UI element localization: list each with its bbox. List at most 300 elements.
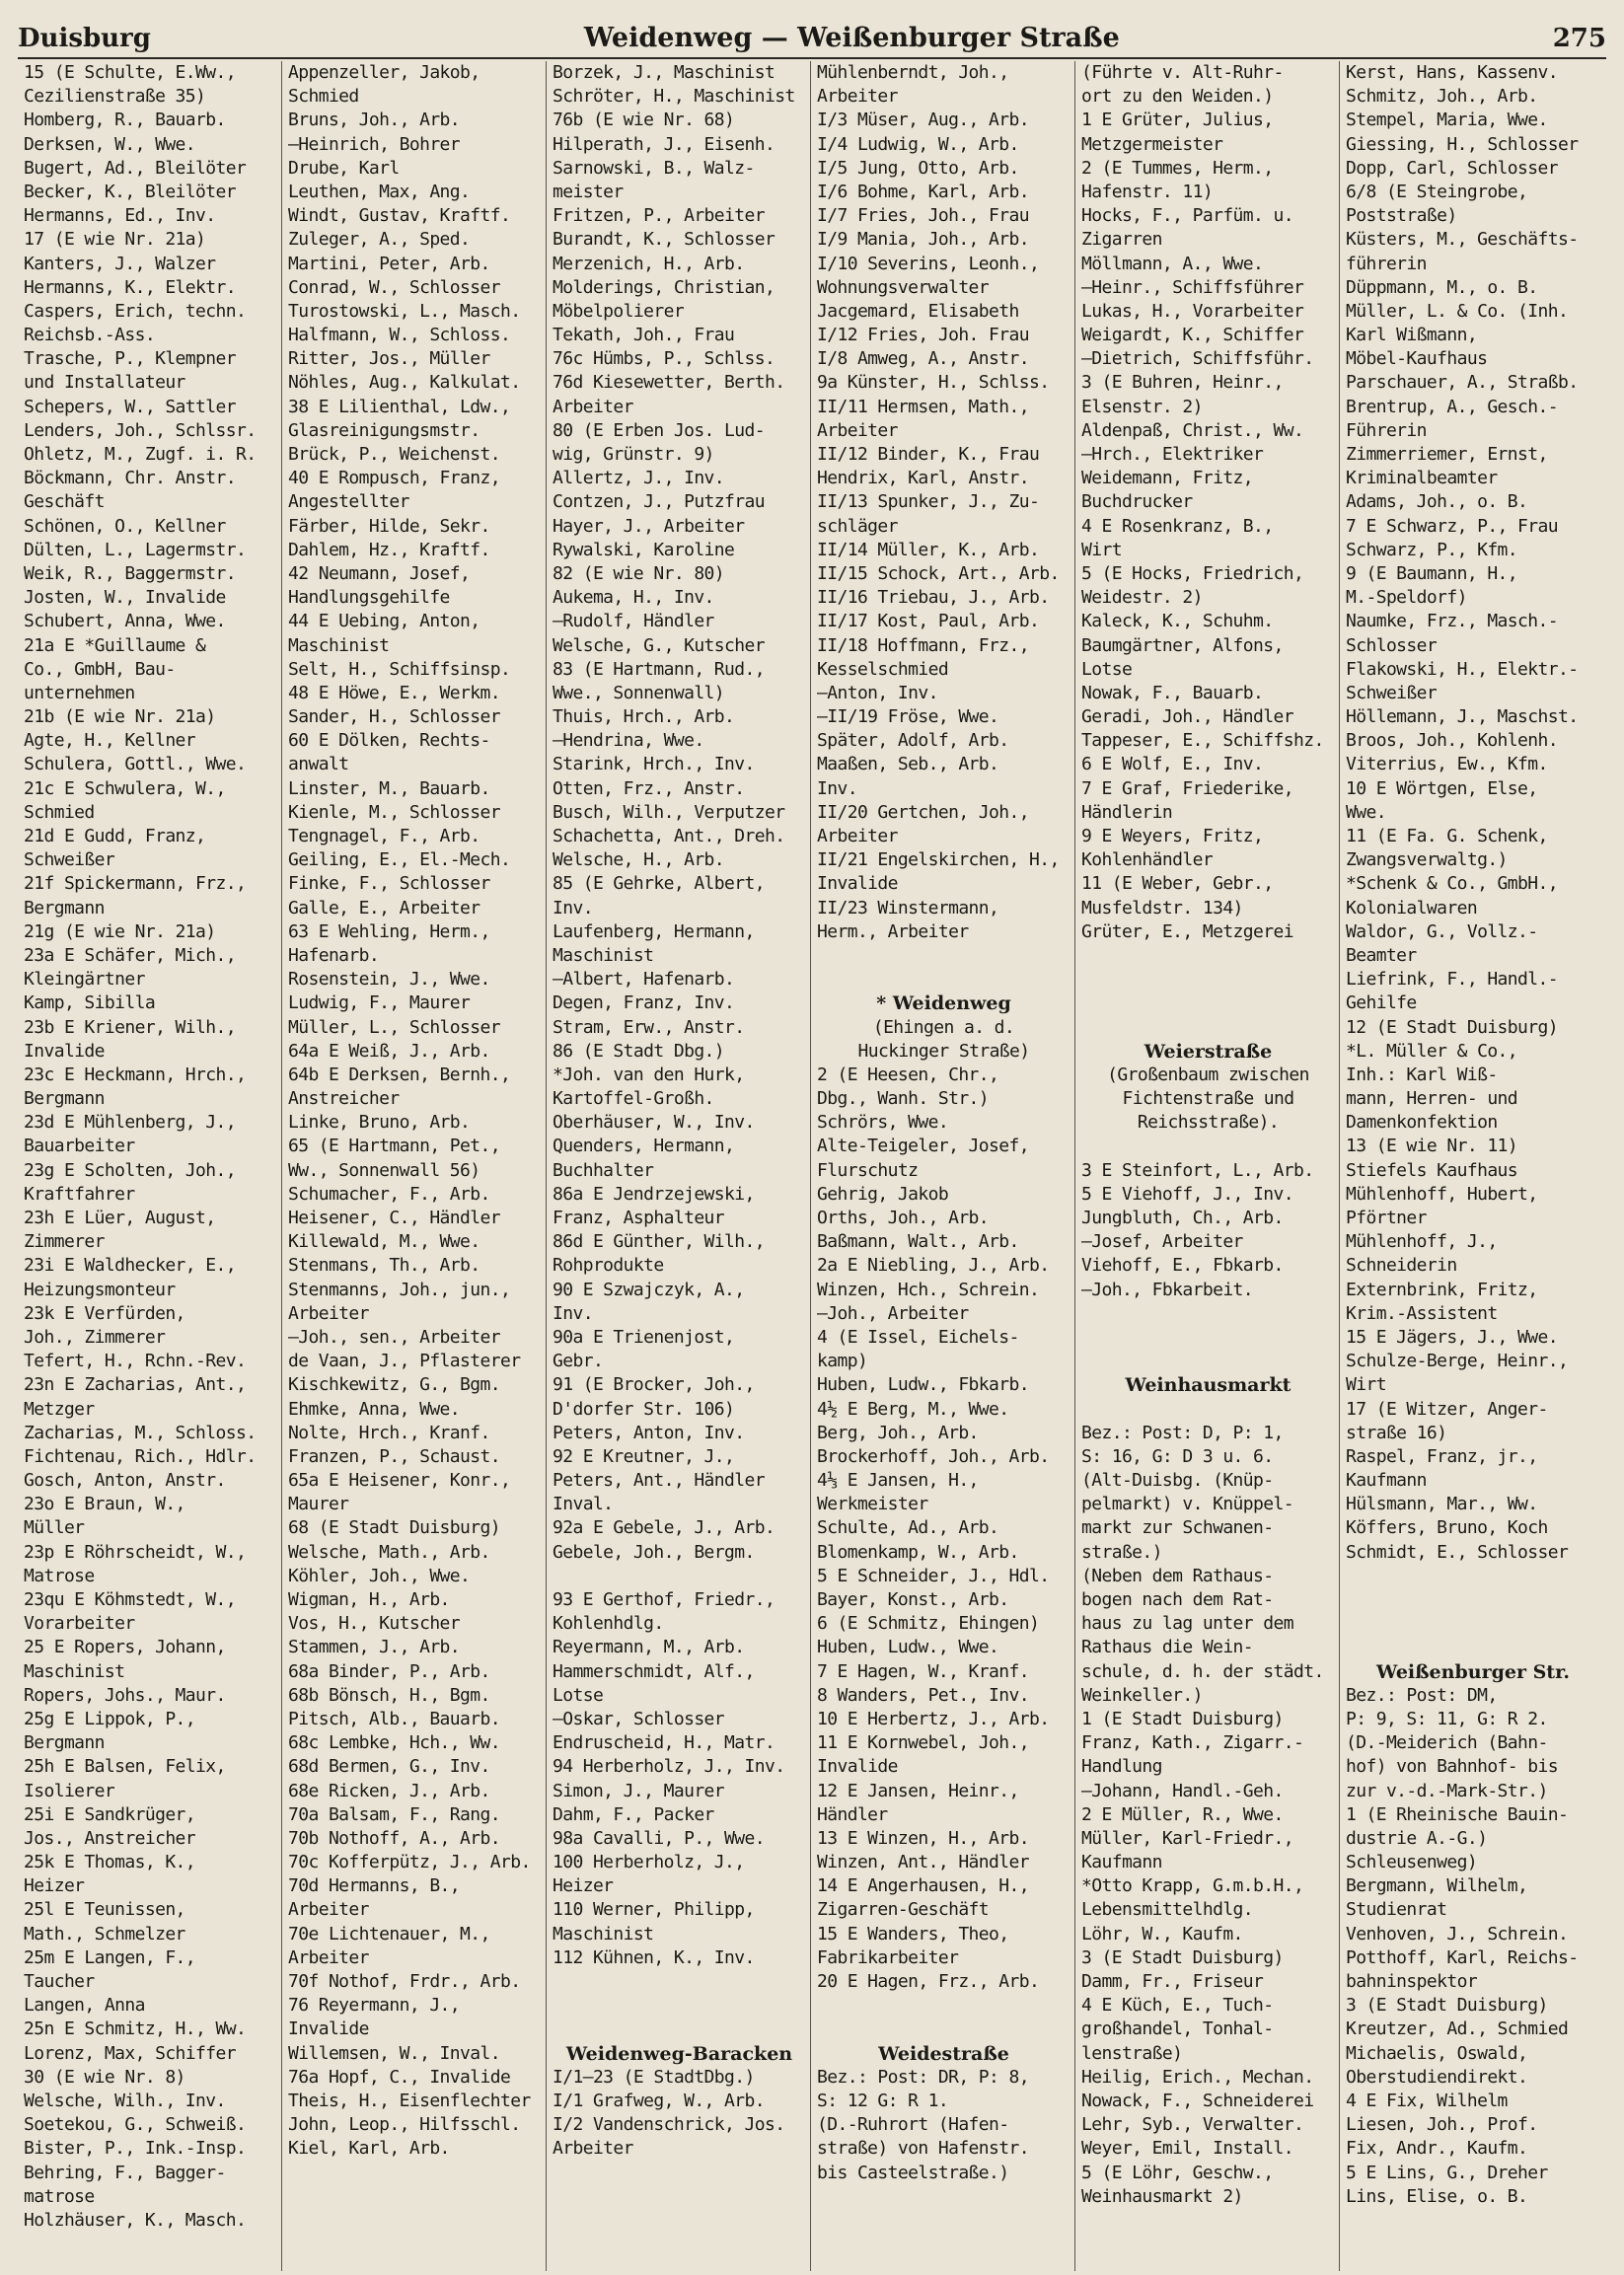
directory-entry-line: Kriminalbeamter (1346, 468, 1498, 489)
directory-entry-line: Gehilfe (1346, 992, 1417, 1014)
directory-entry-line: pelmarkt) v. Knüppel- (1081, 1494, 1293, 1515)
directory-entry-line: 6 (E Schmitz, Ehingen) (817, 1613, 1040, 1635)
directory-entry-line: Bez.: Post: DR, P: 8, (817, 2066, 1029, 2088)
directory-entry-line: I/8 Amweg, A., Anstr. (817, 348, 1029, 370)
directory-entry-line: Rathaus die Wein- (1081, 1637, 1254, 1658)
directory-entry-line: Heizer (24, 1875, 85, 1897)
directory-entry-line: 7 E Schwarz, P., Frau (1346, 515, 1558, 537)
directory-entry-line (553, 1994, 806, 2018)
directory-entry-line: I/7 Fries, Joh., Frau (817, 205, 1029, 227)
directory-entry-line: *Schenk & Co., GmbH., (1346, 873, 1558, 895)
directory-entry-line: Invalide (817, 1756, 898, 1778)
directory-entry-line: unternehmen (24, 682, 135, 703)
directory-entry-line: Hafenarb. (288, 944, 380, 966)
directory-entry-line: Peters, Ant., Händler (553, 1470, 765, 1492)
directory-entry-line: Appenzeller, Jakob, (288, 62, 480, 83)
directory-entry-line: Degen, Franz, Inv. (553, 992, 735, 1014)
directory-entry-line: Lehr, Syb., Verwalter. (1081, 2114, 1304, 2136)
street-heading: Weierstraße (1144, 1040, 1273, 1063)
directory-entry-line: Fritzen, P., Arbeiter (553, 205, 765, 227)
directory-entry-line: Arbeiter (288, 1946, 369, 1968)
directory-entry-line: Math., Schmelzer (24, 1923, 185, 1945)
directory-entry-line: 76 Reyermann, J., (288, 1995, 461, 2017)
directory-entry-line: Nolte, Hrch., Kranf. (288, 1422, 490, 1443)
directory-entry-line: Studienrat (1346, 1899, 1447, 1921)
directory-entry-line: Agte, H., Kellner (24, 730, 196, 752)
directory-entry-line: Stempel, Maria, Wwe. (1346, 110, 1548, 131)
directory-entry-line: 68e Ricken, J., Arb. (288, 1780, 490, 1801)
street-heading: Weidenweg-Baracken (565, 2042, 793, 2065)
directory-entry-line: 92a E Gebele, J., Arb. (553, 1517, 775, 1539)
directory-entry-line: Stenmans, Th., Arb. (288, 1255, 480, 1277)
directory-columns (18, 61, 1606, 2271)
directory-entry-line: Homberg, R., Bauarb. (24, 110, 226, 131)
directory-entry-line: Inval. (553, 1494, 614, 1515)
directory-entry-line: Dülten, L., Lagermstr. (24, 539, 247, 560)
directory-entry-line: Arbeiter (288, 1302, 369, 1324)
directory-entry-line: Führerin (1346, 419, 1427, 441)
directory-entry-line: 64a E Weiß, J., Arb. (288, 1040, 490, 1062)
directory-entry-line: 92 E Kreutner, J., (553, 1445, 735, 1467)
directory-entry-line: Hilperath, J., Eisenh. (553, 133, 775, 155)
directory-entry-line: 4 E Fix, Wilhelm (1346, 2090, 1508, 2111)
directory-entry-line: —Johann, Handl.-Geh. (1081, 1780, 1284, 1801)
directory-entry-line: Düppmann, M., o. B. (1346, 276, 1538, 298)
directory-entry-line: 112 Kühnen, K., Inv. (553, 1946, 755, 1968)
directory-entry-line: 70f Nothof, Frdr., Arb. (288, 1971, 521, 1992)
directory-entry-line: Starink, Hrch., Inv. (553, 754, 755, 775)
directory-entry-line: 94 Herberholz, J., Inv. (553, 1756, 785, 1778)
directory-entry-line: Welsche, Math., Arb. (288, 1541, 490, 1563)
directory-entry-line: Fichtenau, Rich., Hdlr. (24, 1445, 257, 1467)
directory-entry-line: großhandel, Tonhal- (1081, 2018, 1274, 2040)
directory-entry-line: Kaleck, K., Schuhm. (1081, 611, 1274, 632)
directory-entry-line: Hendrix, Karl, Anstr. (817, 468, 1029, 489)
directory-entry-line: Inv. (553, 897, 593, 918)
directory-entry-line: Lenders, Joh., Schlssr. (24, 419, 257, 441)
directory-entry-line: 23c E Heckmann, Hrch., (24, 1064, 247, 1085)
street-heading: Weißenburger Str. (1376, 1660, 1570, 1683)
directory-entry-line: 68 (E Stadt Duisburg) (288, 1517, 500, 1539)
directory-entry-line: 23k E Verfürden, (24, 1302, 185, 1324)
directory-entry-line: Winzen, Ant., Händler (817, 1852, 1029, 1873)
directory-entry-line: 68c Lembke, Hch., Ww. (288, 1732, 500, 1754)
directory-entry-line: I/3 Müser, Aug., Arb. (817, 110, 1029, 131)
directory-entry-line: 76c Hümbs, P., Schlss. (553, 348, 775, 370)
directory-entry-line: 2 (E Tummes, Herm., (1081, 157, 1274, 179)
directory-entry-line: 4 E Küch, E., Tuch- (1081, 1995, 1274, 2017)
directory-entry-line: Giessing, H., Schlosser (1346, 133, 1579, 155)
directory-entry-line: Kreutzer, Ad., Schmied (1346, 2018, 1569, 2040)
directory-entry-line: Weik, R., Baggermstr. (24, 562, 236, 584)
directory-entry-line: Zwangsverwaltg.) (1346, 849, 1508, 871)
directory-entry-line: Winzen, Hch., Schrein. (817, 1279, 1040, 1300)
directory-entry-line: Tengnagel, F., Arb. (288, 826, 480, 846)
directory-entry-line: Mühlenhoff, Hubert, (1346, 1183, 1538, 1205)
directory-entry-line: Bez.: Post: D, P: 1, (1081, 1422, 1284, 1443)
directory-entry-line: Heilig, Erich., Mechan. (1081, 2066, 1314, 2088)
directory-entry-line: 44 E Uebing, Anton, (288, 611, 480, 632)
directory-entry-line: —Oskar, Schlosser (553, 1708, 725, 1729)
directory-entry-line: I/12 Fries, Joh. Frau (817, 325, 1029, 346)
directory-entry-line: Sander, H., Schlosser (288, 706, 500, 728)
directory-entry-line: Inh.: Karl Wiß- (1346, 1064, 1498, 1085)
directory-entry-line: Brentrup, A., Gesch.- (1346, 396, 1558, 417)
directory-entry-line: Jacgemard, Elisabeth (817, 300, 1019, 322)
directory-entry-line: Werkmeister (817, 1494, 928, 1515)
directory-entry-line: meister (553, 181, 624, 202)
directory-entry-line: Ww., Sonnenwall 56) (288, 1159, 480, 1181)
directory-entry-line: Hocks, F., Parfüm. u. (1081, 205, 1293, 227)
directory-entry-line: Inv. (817, 777, 857, 799)
directory-entry-line: Kolonialwaren (1346, 897, 1478, 918)
directory-entry-line: Schweißer (24, 849, 115, 871)
directory-entry-line: 2 E Müller, R., Wwe. (1081, 1803, 1284, 1825)
directory-entry-line: bahninspektor (1346, 1971, 1478, 1992)
directory-entry-line: I/4 Ludwig, W., Arb. (817, 133, 1019, 155)
directory-entry-line: I/5 Jung, Otto, Arb. (817, 157, 1019, 179)
directory-entry-line (1346, 1565, 1600, 1588)
directory-entry-line: Theis, H., Eisenflechter (288, 2090, 531, 2111)
directory-entry-line: Löhr, W., Kaufm. (1081, 1923, 1243, 1945)
directory-entry-line: 9 E Weyers, Fritz, (1081, 826, 1264, 846)
directory-entry-line: Kerst, Hans, Kassenv. (1346, 62, 1558, 83)
directory-entry-line: Schmidt, E., Schlosser (1346, 1541, 1569, 1563)
directory-entry-line: Geschäft (24, 491, 105, 513)
directory-entry-line: 1 E Grüter, Julius, (1081, 110, 1274, 131)
directory-entry-line: Huben, Ludw., Fbkarb. (817, 1374, 1029, 1396)
directory-entry-line: Bergmann (24, 1088, 105, 1110)
directory-entry-line: 65 (E Hartmann, Pet., (288, 1136, 500, 1157)
directory-entry-line: Hafenstr. 11) (1081, 181, 1214, 202)
directory-entry-line: Schulera, Gottl., Wwe. (24, 754, 247, 775)
directory-entry-line: Krim.-Assistent (1346, 1302, 1498, 1324)
directory-entry-line: straße 16) (1346, 1422, 1447, 1443)
directory-entry-line: Leuthen, Max, Ang. (288, 181, 471, 202)
directory-entry-line: Sarnowski, B., Walz- (553, 157, 755, 179)
directory-entry-line: Pitsch, Alb., Bauarb. (288, 1708, 500, 1729)
directory-entry-line: I/1—23 (E StadtDbg.) (553, 2066, 755, 2088)
directory-entry-line: II/21 Engelskirchen, H., (817, 849, 1060, 871)
directory-entry-line: Josten, W., Invalide (24, 587, 226, 609)
directory-entry-line: Invalide (817, 873, 898, 895)
directory-entry-line: Baßmann, Walt., Arb. (817, 1231, 1019, 1253)
directory-entry-line: —Heinr., Schiffsführer (1081, 276, 1304, 298)
directory-entry-line: Kiel, Karl, Arb. (288, 2138, 450, 2160)
directory-entry-line: Bergmann (24, 897, 105, 918)
directory-entry-line: 6 E Wolf, E., Inv. (1081, 754, 1264, 775)
directory-entry-line: Stiefels Kaufhaus (1346, 1159, 1518, 1181)
directory-entry-line: Wigman, H., Arb. (288, 1589, 450, 1610)
directory-entry-line: II/20 Gertchen, Joh., (817, 801, 1029, 823)
directory-entry-line: Flurschutz (817, 1159, 919, 1181)
directory-entry-line: 25l E Teunissen, (24, 1899, 185, 1921)
directory-entry-line: Berg, Joh., Arb. (817, 1422, 979, 1443)
directory-entry-line: straße.) (1081, 1541, 1162, 1563)
directory-entry-line: 76d Kiesewetter, Berth. (553, 372, 785, 394)
directory-entry-line: 12 E Jansen, Heinr., (817, 1780, 1019, 1801)
directory-entry-line: D'dorfer Str. 106) (553, 1398, 735, 1420)
directory-entry-line: schläger (817, 515, 898, 537)
directory-entry-line: Tekath, Joh., Frau (553, 325, 735, 346)
directory-entry-line: 90a E Trienenjost, (553, 1326, 735, 1348)
directory-entry-line: Poststraße) (1346, 205, 1457, 227)
directory-entry-line: Parschauer, A., Straßb. (1346, 372, 1579, 394)
directory-entry-line: Müller, L., Schlosser (288, 1016, 500, 1038)
directory-entry-line: (Neben dem Rathaus- (1081, 1565, 1274, 1586)
directory-entry-line: 13 (E wie Nr. 11) (1346, 1136, 1518, 1157)
directory-entry-line: Raspel, Franz, jr., (1346, 1445, 1538, 1467)
directory-entry-line: Zigarren-Geschäft (817, 1899, 990, 1921)
directory-entry-line: Hammerschmidt, Alf., (553, 1660, 755, 1682)
directory-entry-line: Liesen, Joh., Prof. (1346, 2114, 1538, 2136)
directory-entry-line: 48 E Höwe, E., Werkm. (288, 682, 500, 703)
directory-entry-line: Waldor, G., Vollz.- (1346, 920, 1538, 942)
directory-entry-line: Blomenkamp, W., Arb. (817, 1541, 1019, 1563)
directory-entry-line: Jos., Anstreicher (24, 1827, 196, 1849)
directory-entry-line: Wirt (1081, 539, 1122, 560)
directory-entry-line: —Joh., Fbkarbeit. (1081, 1279, 1254, 1300)
directory-entry-line: Geiling, E., El.-Mech. (288, 849, 511, 871)
directory-entry-line: I/2 Vandenschrick, Jos. (553, 2114, 785, 2136)
directory-entry-line: I/1 Grafweg, W., Arb. (553, 2090, 765, 2111)
directory-entry-line: Stram, Erw., Anstr. (553, 1016, 745, 1038)
directory-entry-line: Invalide (288, 2018, 369, 2040)
directory-entry-line: 21d E Gudd, Franz, (24, 826, 206, 846)
directory-entry-line: *L. Müller & Co., (1346, 1040, 1518, 1062)
directory-entry-line (1081, 1302, 1335, 1326)
directory-entry-line: Wirt (1346, 1374, 1386, 1396)
directory-entry-line: straße) von Hafenstr. (817, 2138, 1029, 2160)
directory-entry-line: Willemsen, W., Inval. (288, 2042, 500, 2064)
directory-entry-line: Taucher (24, 1971, 95, 1992)
directory-entry-line: 10 E Wörtgen, Else, (1346, 777, 1538, 799)
directory-entry-line: Karl Wißmann, (1346, 325, 1478, 346)
directory-entry-line: 3 (E Buhren, Heinr., (1081, 372, 1284, 394)
directory-entry-line: 68a Binder, P., Arb. (288, 1660, 490, 1682)
directory-entry-line: (D.-Meiderich (Bahn- (1346, 1732, 1548, 1754)
directory-entry-line: Invalide (24, 1040, 105, 1062)
directory-entry-line: 110 Werner, Philipp, (553, 1899, 755, 1921)
directory-entry-line: Fix, Andr., Kaufm. (1346, 2138, 1528, 2160)
directory-entry-line: Co., GmbH, Bau- (24, 658, 176, 680)
directory-entry-line: Vorarbeiter (24, 1613, 135, 1635)
directory-entry-line: Zuleger, A., Sped. (288, 229, 471, 251)
directory-entry-line: Lukas, H., Vorarbeiter (1081, 300, 1304, 322)
directory-entry-line: Metzger (24, 1398, 95, 1420)
directory-entry-line: führerin (1346, 253, 1427, 274)
directory-entry-line: Thuis, Hrch., Arb. (553, 706, 735, 728)
directory-entry-line: Endruscheid, H., Matr. (553, 1732, 775, 1754)
directory-entry-line: markt zur Schwanen- (1081, 1517, 1274, 1539)
directory-entry-line: (Ehingen a. d. (872, 1016, 1015, 1038)
directory-entry-line: Hermanns, K., Elektr. (24, 276, 236, 298)
directory-entry-line: Martini, Peter, Arb. (288, 253, 490, 274)
directory-entry-line (1346, 1636, 1600, 1659)
directory-entry-line: 86 (E Stadt Dbg.) (553, 1040, 725, 1062)
directory-entry-line: ort zu den Weiden.) (1081, 86, 1274, 108)
directory-entry-line: 21g (E wie Nr. 21a) (24, 920, 216, 942)
directory-entry-line: Schönen, O., Kellner (24, 515, 226, 537)
directory-entry-line: Weinhausmarkt 2) (1081, 2185, 1243, 2207)
street-heading: Weidestraße (878, 2042, 1009, 2065)
directory-entry-line: Heisener, C., Händler (288, 1208, 500, 1228)
directory-entry-line: 63 E Wehling, Herm., (288, 920, 490, 942)
directory-entry-line (553, 1970, 806, 1994)
directory-entry-line: 6/8 (E Steingrobe, (1346, 181, 1528, 202)
directory-entry-line: 98a Cavalli, P., Wwe. (553, 1827, 765, 1849)
directory-entry-line: Welsche, Wilh., Inv. (24, 2090, 226, 2111)
directory-entry-line: Reyermann, M., Arb. (553, 1637, 745, 1658)
directory-entry-line: Nowack, F., Schneiderei (1081, 2090, 1314, 2111)
directory-entry-line: Quenders, Hermann, (553, 1136, 735, 1157)
directory-entry-line: mann, Herren- und (1346, 1088, 1518, 1110)
directory-entry-line: Weidemann, Fritz, (1081, 468, 1254, 489)
directory-entry-line: Lins, Elise, o. B. (1346, 2185, 1528, 2207)
directory-entry-line: Ropers, Johs., Maur. (24, 1684, 226, 1706)
directory-entry-line: 4 (E Issel, Eichels- (817, 1326, 1019, 1348)
directory-entry-line: Windt, Gustav, Kraftf. (288, 205, 511, 227)
directory-entry-line: Lorenz, Max, Schiffer (24, 2042, 236, 2064)
directory-entry-line: Tappeser, E., Schiffshz. (1081, 730, 1324, 752)
directory-entry-line: Potthoff, Karl, Reichs- (1346, 1946, 1579, 1968)
directory-entry-line: Hayer, J., Arbeiter (553, 515, 745, 537)
directory-entry-line: Borzek, J., Maschinist (553, 62, 775, 83)
directory-entry-line: Zacharias, M., Schloss. (24, 1422, 257, 1443)
directory-entry-line: haus zu lag unter dem (1081, 1613, 1293, 1635)
directory-entry-line: Schmied (288, 86, 359, 108)
directory-entry-line: Arbeiter (553, 396, 633, 417)
directory-entry-line: 23h E Lüer, August, (24, 1208, 216, 1228)
directory-entry-line: Wohnungsverwalter (817, 276, 990, 298)
directory-entry-line: Hermanns, Ed., Inv. (24, 205, 216, 227)
directory-entry-line: 4 E Rosenkranz, B., (1081, 515, 1274, 537)
directory-entry-line: 5 E Schneider, J., Hdl. (817, 1565, 1050, 1586)
directory-entry-line: 17 (E Witzer, Anger- (1346, 1398, 1548, 1420)
directory-entry-line: Joh., Zimmerer (24, 1326, 166, 1348)
directory-entry-line: Huben, Ludw., Wwe. (817, 1637, 999, 1658)
directory-entry-line: II/15 Schock, Art., Arb. (817, 562, 1060, 584)
directory-entry-line: Arbeiter (288, 1899, 369, 1921)
directory-entry-line: Langen, Anna (24, 1995, 145, 2017)
directory-entry-line: bis Casteelstraße.) (817, 2162, 1009, 2183)
directory-entry-line: de Vaan, J., Pflasterer (288, 1351, 521, 1372)
directory-entry-line: 15 E Jägers, J., Wwe. (1346, 1326, 1558, 1348)
directory-entry-line: Maaßen, Seb., Arb. (817, 754, 999, 775)
directory-entry-line: 70d Hermanns, B., (288, 1875, 461, 1897)
directory-entry-line: Kaufmann (1346, 1470, 1427, 1492)
directory-entry-line: Gosch, Anton, Anstr. (24, 1470, 226, 1492)
directory-entry-line: Reichsb.-Ass. (24, 325, 156, 346)
directory-entry-line: 12 (E Stadt Duisburg) (1346, 1016, 1558, 1038)
directory-entry-line: 3 (E Stadt Duisburg) (1346, 1995, 1548, 2017)
directory-entry-line (817, 968, 1070, 991)
directory-entry-line: Händlerin (1081, 801, 1173, 823)
directory-entry-line: Elsenstr. 2) (1081, 396, 1203, 417)
directory-entry-line: Heizungsmonteur (24, 1279, 176, 1300)
directory-entry-line: Turostowski, L., Masch. (288, 300, 521, 322)
directory-entry-line: anwalt (288, 754, 349, 775)
directory-entry-line (553, 2018, 806, 2041)
directory-entry-line: —Joh., Arbeiter (817, 1302, 969, 1324)
directory-entry-line: 23a E Schäfer, Mich., (24, 944, 236, 966)
directory-entry-line: Selt, H., Schiffsinsp. (288, 658, 511, 680)
directory-entry-line: 23d E Mühlenberg, J., (24, 1112, 236, 1134)
directory-entry-line: (Führte v. Alt-Ruhr- (1081, 62, 1284, 83)
directory-entry-line (1081, 1135, 1335, 1158)
directory-entry-line: 21c E Schwulera, W., (24, 777, 226, 799)
directory-entry-line: Mühlenhoff, J., (1346, 1231, 1498, 1253)
directory-entry-line: II/23 Winstermann, (817, 897, 999, 918)
directory-entry-line: 70b Nothoff, A., Arb. (288, 1827, 500, 1849)
directory-entry-line: 25k E Thomas, K., (24, 1852, 196, 1873)
directory-entry-line: Händler (817, 1803, 888, 1825)
directory-entry-line: Möbel-Kaufhaus (1346, 348, 1488, 370)
directory-entry-line: 82 (E wie Nr. 80) (553, 562, 725, 584)
directory-entry-line: Bez.: Post: DM, (1346, 1684, 1498, 1706)
directory-entry-line: Schrörs, Wwe. (817, 1112, 949, 1134)
directory-entry-line: Arbeiter (817, 826, 898, 846)
directory-entry-line: Maurer (288, 1494, 349, 1515)
directory-entry-line: Buchdrucker (1081, 491, 1193, 513)
directory-column (18, 61, 282, 2271)
directory-entry-line: Weigardt, K., Schiffer (1081, 325, 1304, 346)
directory-entry-line: Fichtenstraße und (1122, 1088, 1294, 1110)
directory-entry-line: Möllmann, A., Wwe. (1081, 253, 1264, 274)
directory-entry-line: Hülsmann, Mar., Ww. (1346, 1494, 1538, 1515)
directory-entry-line: 76a Hopf, C., Invalide (288, 2066, 511, 2088)
directory-entry-line: Merzenich, H., Arb. (553, 253, 745, 274)
directory-entry-line: 3 (E Stadt Duisburg) (1081, 1946, 1284, 1968)
directory-entry-line: 25m E Langen, F., (24, 1946, 196, 1968)
street-heading: Weinhausmarkt (1125, 1374, 1292, 1397)
directory-entry-line: Schweißer (1346, 682, 1438, 703)
directory-entry-line: 70a Balsam, F., Rang. (288, 1803, 500, 1825)
directory-entry-line (817, 1994, 1070, 2018)
directory-entry-line: II/18 Hoffmann, Frz., (817, 634, 1029, 656)
directory-entry-line: 76b (E wie Nr. 68) (553, 110, 735, 131)
directory-entry-line: Schulze-Berge, Heinr., (1346, 1351, 1569, 1372)
directory-entry-line: 2a E Niebling, J., Arb. (817, 1255, 1050, 1277)
directory-entry-line: Drube, Karl (288, 157, 400, 179)
directory-entry-line: Linke, Bruno, Arb. (288, 1112, 471, 1134)
directory-entry-line: 60 E Dölken, Rechts- (288, 730, 490, 752)
directory-entry-line: 25g E Lippok, P., (24, 1708, 196, 1729)
directory-column (1075, 61, 1340, 2271)
directory-entry-line: Heizer (553, 1875, 614, 1897)
directory-entry-line: Isolierer (24, 1780, 115, 1801)
directory-entry-line: Laufenberg, Hermann, (553, 920, 755, 942)
directory-entry-line: (Großenbaum zwischen (1107, 1064, 1309, 1085)
directory-entry-line: Höllemann, J., Maschst. (1346, 706, 1579, 728)
directory-entry-line: Müller, Karl-Friedr., (1081, 1827, 1293, 1849)
directory-entry-line: Schneiderin (1346, 1255, 1457, 1277)
directory-entry-line: 5 (E Löhr, Geschw., (1081, 2162, 1274, 2183)
directory-entry-line: Schwarz, P., Kfm. (1346, 539, 1518, 560)
directory-entry-line: kamp) (817, 1351, 868, 1372)
directory-entry-line: S: 12 G: R 1. (817, 2090, 949, 2111)
directory-entry-line: P: 9, S: 11, G: R 2. (1346, 1708, 1548, 1729)
directory-entry-line: 11 (E Weber, Gebr., (1081, 873, 1274, 895)
directory-entry-line: Stenmanns, Joh., jun., (288, 1279, 511, 1300)
directory-entry-line: I/10 Severins, Leonh., (817, 253, 1040, 274)
directory-entry-line: Finke, F., Schlosser (288, 873, 490, 895)
directory-entry-line: Zimmerriemer, Ernst, (1346, 444, 1548, 465)
directory-entry-line: 25i E Sandkrüger, (24, 1803, 196, 1825)
directory-entry-line: Zigarren (1081, 229, 1162, 251)
directory-entry-line: 30 (E wie Nr. 8) (24, 2066, 185, 2088)
directory-entry-line: Franz, Kath., Zigarr.- (1081, 1732, 1304, 1754)
